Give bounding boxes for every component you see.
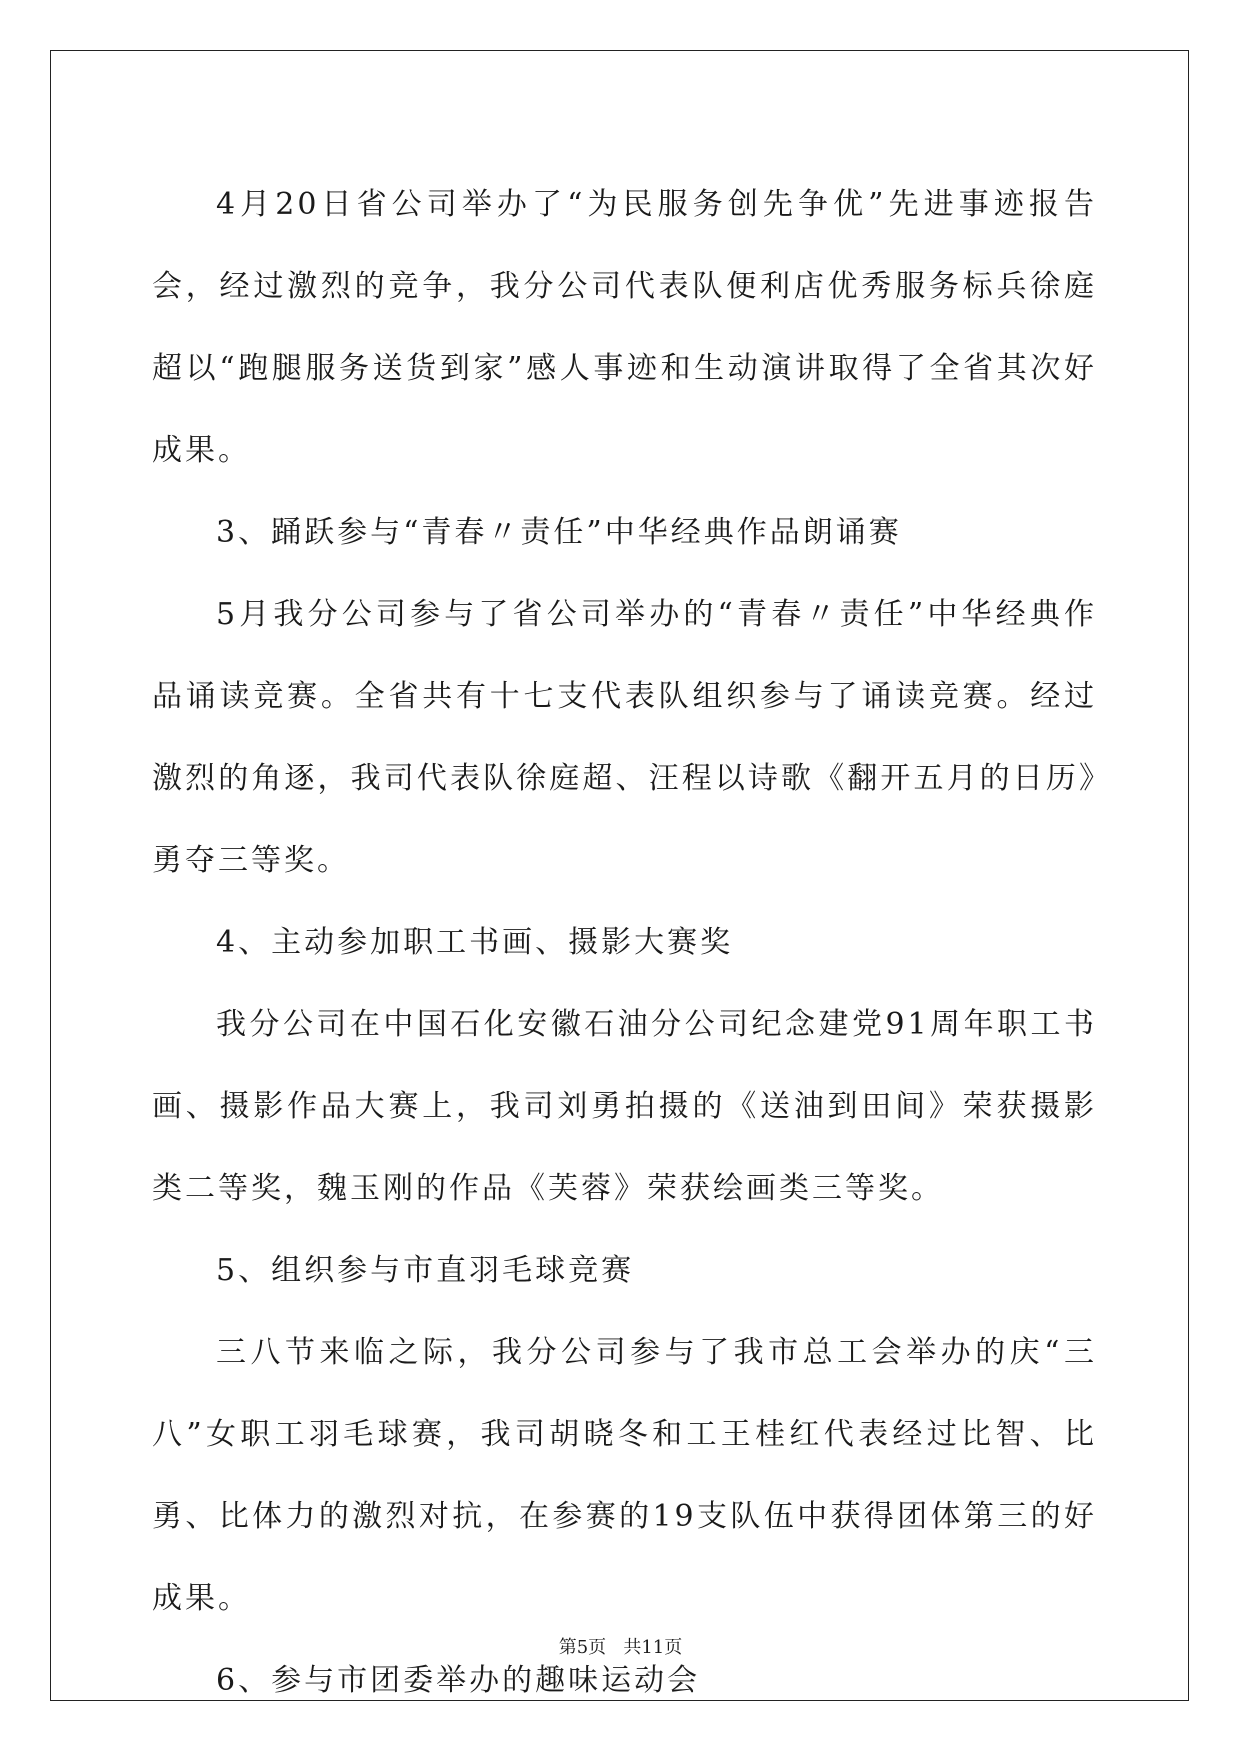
heading-painting-photo-contest: 4、主动参加职工书画、摄影大赛奖 (216, 925, 734, 960)
page-number: 第5页 (558, 1637, 607, 1658)
page-footer (0, 1633, 1241, 1659)
heading-fun-games: 6、参与市团委举办的趣味运动会 (216, 1663, 701, 1698)
paragraph-painting-photo-contest: 我分公司在中国石化安徽石油分公司纪念建党91周年职工书画、摄影作品大赛上，我司刘勇拍摄的《送油到田间》荣获摄影类二等奖，魏玉刚的作品《芙蓉》荣获绘画类三等奖。 (152, 1007, 1097, 1206)
heading-badminton-contest: 5、组织参与市直羽毛球竞赛 (216, 1253, 635, 1288)
paragraph-badminton-contest: 三八节来临之际，我分公司参与了我市总工会举办的庆“三八”女职工羽毛球赛，我司胡晓冬和工王桂红代表经过比智、比勇、比体力的激烈对抗，在参赛的19支队伍中获得团体第三的好成果。 (152, 1335, 1097, 1616)
document-body (152, 164, 1097, 1722)
heading-recitation-contest: 3、踊跃参与“青春〃责任”中华经典作品朗诵赛 (216, 515, 902, 550)
paragraph-recitation-contest: 5月我分公司参与了省公司举办的“青春〃责任”中华经典作品诵读竞赛。全省共有十七支代表队组织参与了诵读竞赛。经过激烈的角逐，我司代表队徐庭超、汪程以诗歌《翻开五月的日历》勇夺三等奖。 (152, 597, 1097, 878)
page-total: 共11页 (623, 1637, 683, 1658)
paragraph-report-meeting: 4月20日省公司举办了“为民服务创先争优”先进事迹报告会，经过激烈的竞争，我分公司代表队便利店优秀服务标兵徐庭超以“跑腿服务送货到家”感人事迹和生动演讲取得了全省其次好成果。 (152, 187, 1097, 468)
